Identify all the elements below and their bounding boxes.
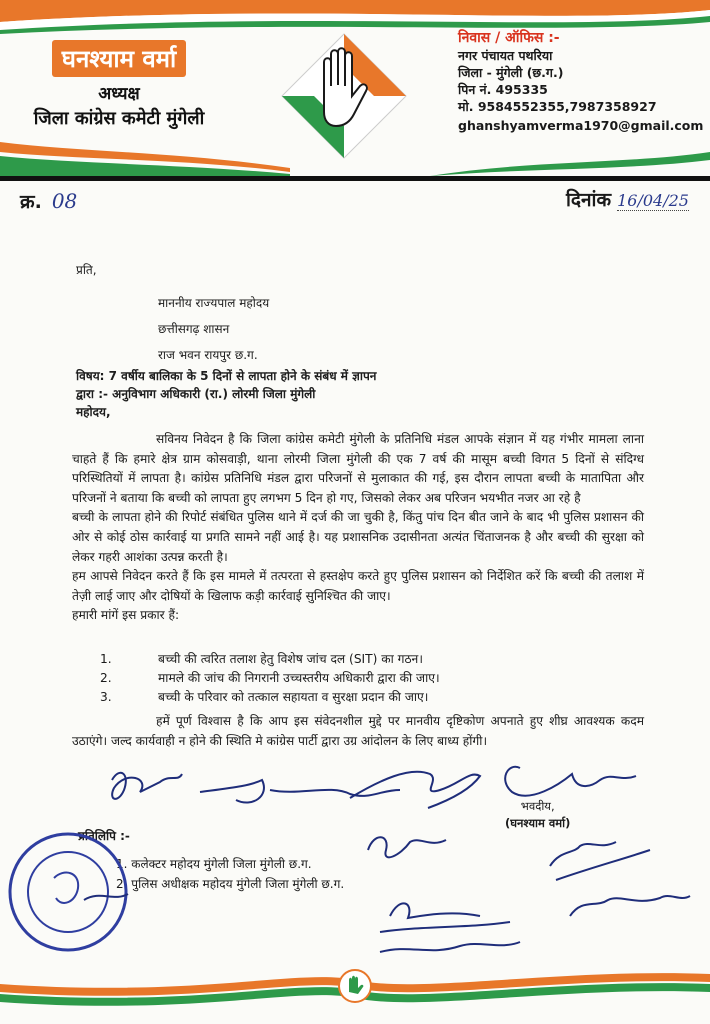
phone-line: मो. 9584552355,7987358927: [458, 99, 657, 114]
reference-number: [20, 188, 77, 214]
signatory-name: (घनश्याम वर्मा): [505, 816, 571, 830]
date-label: दिनांक: [566, 189, 612, 211]
header-divider: [0, 176, 710, 181]
tricolor-top-band: [0, 0, 710, 34]
list-item: 1. कलेक्टर महोदय मुंगेली जिला मुंगेली छ.ग.: [116, 857, 312, 871]
via-line: द्वारा :- अनुविभाग अधिकारी (रा.) लोरमी जिला मुंगेली: [76, 387, 316, 401]
recipient-block: [158, 290, 269, 368]
leader-name: घनश्याम वर्मा: [52, 40, 186, 77]
address-line: जिला - मुंगेली (छ.ग.): [458, 65, 564, 80]
demands-list: [100, 650, 440, 707]
reference-value: 08: [51, 189, 78, 213]
list-item: 2. मामले की जांच की निगरानी उच्चस्तरीय अधिकारी द्वारा की जाए।: [100, 671, 440, 685]
copy-to-label: प्रतिलिपि :-: [78, 829, 130, 843]
address-heading: निवास / ऑफिस :-: [458, 30, 560, 46]
copy-to-list: [116, 854, 344, 894]
email-address: ghanshyamverma1970@gmail.com: [458, 118, 704, 133]
recipient-line: छत्तीसगढ़ शासन: [158, 322, 230, 336]
leader-role: अध्यक्ष: [98, 84, 140, 104]
body-paragraph: बच्ची के लापता होने की रिपोर्ट संबंधित पुलिस थाने में दर्ज की जा चुकी है, किंतु पांच दिन बीत जाने के बाद भी पुलिस प्रशासन की ओर से कोई ठोस कार्रवाई या प्रगति सामने नहीं आई है। यह प्रशासनिक उदासीनता अत्यंत चिंताजनक है और बच्ची की सुरक्षा को लेकर गहरी आशंका उत्पन्न करती है।: [72, 510, 644, 564]
additional-signatures: [360, 820, 700, 970]
list-item: 3. बच्ची के परिवार को तत्काल सहायता व सुरक्षा प्रदान की जाए।: [100, 690, 429, 704]
header-address: [458, 30, 702, 134]
salutation: महोदय,: [76, 405, 111, 419]
body-paragraph: हम आपसे निवेदन करते हैं कि इस मामले में तत्परता से हस्तक्षेप करते हुए पुलिस प्रशासन को निर्देशित करें कि बच्ची की तलाश में तेज़ी लाई जाए और दोषियों के खिलाफ कड़ी कार्रवाई सुनिश्चित की जाए।: [72, 569, 644, 603]
sign-off-line: भवदीय,: [520, 799, 555, 813]
tricolor-left-swoosh: [0, 138, 290, 176]
body-paragraph: सविनय निवेदन है कि जिला कांग्रेस कमेटी मुंगेली के प्रतिनिधि मंडल आपके संज्ञान में यह गंभीर मामला लाना चाहते हैं कि हमारे क्षेत्र ग्राम कोसवाड़ी, थाना लोरमी जिला मुंगेली की एक 7 वर्ष की मासूम बच्ची विगत 5 दिनों से संदिग्ध परिस्थितियों में लापता है। कांग्रेस प्रतिनिधि मंडल द्वारा परिजनों से मुलाकात की गई, इस दौरान लापता बच्ची के मातापिता और परिजनों ने बताया कि बच्ची को लापता हुए लगभग 5 दिन हो गए, जिसको लेकर अब परिजन भयभीत नजर आ रहे है: [72, 432, 644, 505]
subject-line: विषय: 7 वर्षीय बालिका के 5 दिनों से लापता होने के संबंध में ज्ञापन: [76, 369, 377, 383]
recipient-line: माननीय राज्यपाल महोदय: [158, 296, 270, 310]
address-line: नगर पंचायत पथरिया: [458, 48, 553, 63]
closing-paragraph: हमें पूर्ण विश्वास है कि आप इस संवेदनशील मुद्दे पर मानवीय दृष्टिकोण अपनाते हुए शीघ्र आवश्यक कदम उठाएंगे। जल्द कार्यवाही न होने की स्थिति मे कांग्रेस पार्टी द्वारा उग्र आंदोलन के लिए बाध्य होंगी।: [72, 714, 644, 748]
date-value: 16/04/25: [617, 191, 689, 210]
demands-intro: हमारी मांगें इस प्रकार हैं:: [72, 608, 180, 623]
hand-symbol-logo: [278, 30, 410, 162]
letter-date: [566, 186, 689, 212]
recipient-prefix: प्रति,: [76, 263, 97, 277]
list-item: 1. बच्ची की त्वरित तलाश हेतु विशेष जांच दल (SIT) का गठन।: [100, 652, 423, 666]
header-left: [14, 40, 224, 130]
tricolor-right-swoosh: [430, 150, 710, 176]
organisation-name: जिला कांग्रेस कमेटी मुंगेली: [33, 108, 205, 129]
reference-label: क्र.: [20, 191, 42, 213]
tricolor-footer-band: [0, 958, 710, 1024]
recipient-line: राज भवन रायपुर छ.ग.: [158, 348, 258, 362]
office-stamp: [4, 828, 132, 956]
letter-body: [72, 430, 644, 626]
list-item: 2. पुलिस अधीक्षक महोदय मुंगेली जिला मुंगेली छ.ग.: [116, 877, 345, 891]
address-line: पिन नं. 495335: [458, 82, 548, 97]
